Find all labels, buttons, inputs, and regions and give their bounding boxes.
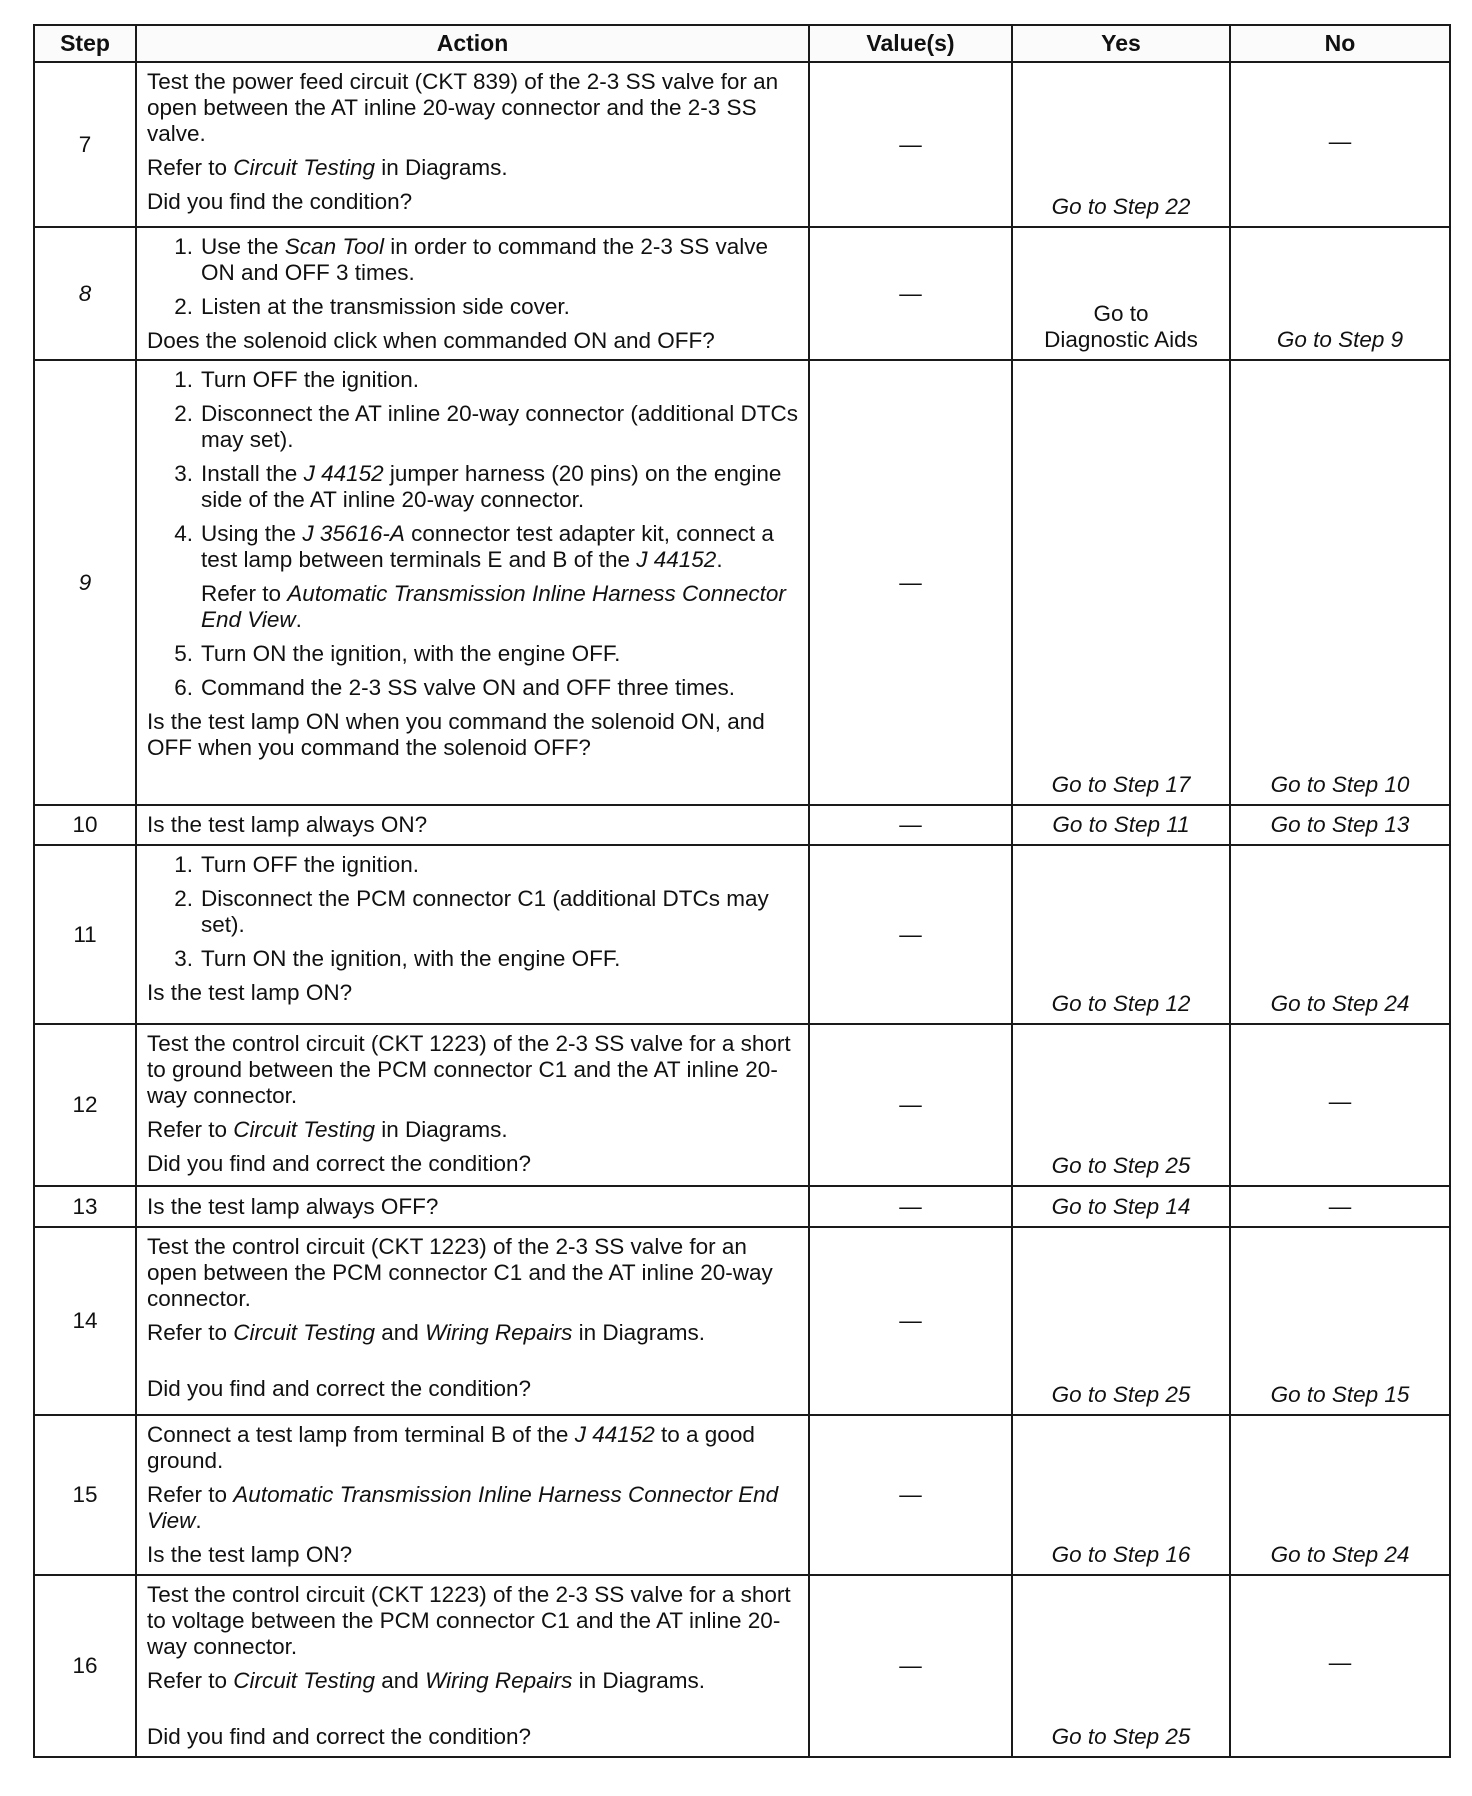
list-item: 5. Turn ON the ignition, with the engine OFF. — [174, 641, 621, 666]
action-cell — [136, 1024, 809, 1186]
action-cell — [136, 62, 809, 227]
yes-cell: Go to Step 14 — [1012, 1186, 1230, 1227]
step-number: 15 — [34, 1415, 136, 1575]
value-cell: — — [809, 845, 1012, 1024]
value-cell: — — [809, 227, 1012, 360]
action-cell — [136, 1227, 809, 1415]
action-cell — [136, 360, 809, 805]
no-cell: Go to Step 13 — [1230, 805, 1450, 845]
yes-cell: Go to Step 25 — [1012, 1024, 1230, 1186]
list-item: 3. Install the J 44152 jumper harness (20 pins) on the engine side of the AT inline 20-way connector. — [174, 461, 782, 512]
list-item: 2. Listen at the transmission side cover. — [174, 294, 570, 319]
step-number: 8 — [34, 227, 136, 360]
action-text: Test the control circuit (CKT 1223) of the 2-3 SS valve for a short to ground between the PCM connector C1 and the AT inline 20-way connector. — [147, 1031, 791, 1108]
action-question: Did you find and correct the condition? — [147, 1151, 531, 1176]
yes-cell: Go to Diagnostic Aids — [1012, 227, 1230, 360]
yes-cell: Go to Step 12 — [1012, 845, 1230, 1024]
action-question: Did you find and correct the condition? — [147, 1724, 531, 1749]
step-number: 13 — [34, 1186, 136, 1227]
list-item: 1. Use the Scan Tool in order to command the 2-3 SS valve ON and OFF 3 times. — [174, 234, 768, 285]
header-no: No — [1230, 25, 1450, 62]
table-row — [34, 845, 1450, 1024]
value-cell: — — [809, 1415, 1012, 1575]
step-number: 7 — [34, 62, 136, 227]
header-row — [34, 25, 1450, 62]
step-number: 16 — [34, 1575, 136, 1757]
no-cell: Go to Step 10 — [1230, 360, 1450, 805]
value-cell: — — [809, 360, 1012, 805]
list-item: 1. Turn OFF the ignition. — [174, 852, 420, 877]
action-refer: Refer to Circuit Testing in Diagrams. — [147, 155, 508, 180]
yes-cell: Go to Step 11 — [1012, 805, 1230, 845]
action-question: Is the test lamp always OFF? — [147, 1193, 439, 1219]
list-item: 4. Using the J 35616-A connector test adapter kit, connect a test lamp between terminals E and B of the J 44152. — [174, 521, 774, 572]
action-cell — [136, 1415, 809, 1575]
no-cell: — — [1230, 1575, 1450, 1757]
action-question: Is the test lamp always ON? — [147, 812, 428, 837]
action-text: Test the control circuit (CKT 1223) of the 2-3 SS valve for an open between the PCM connector C1 and the AT inline 20-way connector. — [147, 1234, 773, 1311]
action-cell — [136, 1186, 809, 1227]
action-question: Is the test lamp ON? — [147, 980, 353, 1005]
step-number: 9 — [34, 360, 136, 805]
no-cell: Go to Step 15 — [1230, 1227, 1450, 1415]
diagnostic-table — [33, 24, 1451, 1758]
yes-cell: Go to Step 16 — [1012, 1415, 1230, 1575]
action-refer: Refer to Automatic Transmission Inline Harness Connector End View. — [147, 1482, 779, 1533]
action-refer: Refer to Circuit Testing and Wiring Repairs in Diagrams. — [147, 1668, 705, 1693]
action-question: Does the solenoid click when commanded ON and OFF? — [147, 328, 715, 353]
table-row — [34, 1227, 1450, 1415]
action-text: Connect a test lamp from terminal B of the J 44152 to a good ground. — [147, 1422, 755, 1473]
action-cell — [136, 227, 809, 360]
no-cell: Go to Step 24 — [1230, 845, 1450, 1024]
no-cell: Go to Step 9 — [1230, 227, 1450, 360]
value-cell: — — [809, 1575, 1012, 1757]
yes-cell: Go to Step 22 — [1012, 62, 1230, 227]
table-row — [34, 227, 1450, 360]
value-cell: — — [809, 1186, 1012, 1227]
list-item: 2. Disconnect the PCM connector C1 (additional DTCs may set). — [174, 886, 769, 937]
no-cell: — — [1230, 1024, 1450, 1186]
table-row — [34, 1024, 1450, 1186]
list-item: 6. Command the 2-3 SS valve ON and OFF three times. — [174, 675, 735, 700]
action-question: Is the test lamp ON? — [147, 1542, 353, 1567]
step-number: 11 — [34, 845, 136, 1024]
table-row — [34, 805, 1450, 845]
action-text: Test the power feed circuit (CKT 839) of the 2-3 SS valve for an open between the AT inline 20-way connector and the 2-3 SS valve. — [147, 69, 779, 146]
value-cell: — — [809, 805, 1012, 845]
table-row — [34, 1575, 1450, 1757]
yes-cell: Go to Step 25 — [1012, 1575, 1230, 1757]
header-step: Step — [34, 25, 136, 62]
action-question: Is the test lamp ON when you command the solenoid ON, and OFF when you command the solenoid OFF? — [147, 709, 765, 760]
action-cell — [136, 1575, 809, 1757]
table-row — [34, 62, 1450, 227]
yes-cell: Go to Step 17 — [1012, 360, 1230, 805]
list-item: 3. Turn ON the ignition, with the engine OFF. — [174, 946, 621, 971]
header-values: Value(s) — [809, 25, 1012, 62]
action-refer: Refer to Circuit Testing and Wiring Repairs in Diagrams. — [147, 1320, 705, 1345]
step-number: 10 — [34, 805, 136, 845]
value-cell: — — [809, 1024, 1012, 1186]
action-refer: Refer to Circuit Testing in Diagrams. — [147, 1117, 508, 1142]
step-number: 12 — [34, 1024, 136, 1186]
action-cell — [136, 805, 809, 845]
yes-cell: Go to Step 25 — [1012, 1227, 1230, 1415]
table-row — [34, 1186, 1450, 1227]
table-row — [34, 1415, 1450, 1575]
action-text: Test the control circuit (CKT 1223) of the 2-3 SS valve for a short to voltage between the PCM connector C1 and the AT inline 20-way connector. — [147, 1582, 791, 1659]
no-cell: — — [1230, 62, 1450, 227]
no-cell: Go to Step 24 — [1230, 1415, 1450, 1575]
header-action: Action — [136, 25, 809, 62]
list-item: 1. Turn OFF the ignition. — [174, 367, 420, 392]
no-cell: — — [1230, 1186, 1450, 1227]
table-row — [34, 360, 1450, 805]
action-cell — [136, 845, 809, 1024]
step-number: 14 — [34, 1227, 136, 1415]
action-question: Did you find and correct the condition? — [147, 1376, 531, 1401]
value-cell: — — [809, 1227, 1012, 1415]
action-question: Did you find the condition? — [147, 189, 413, 214]
header-yes: Yes — [1012, 25, 1230, 62]
value-cell: — — [809, 62, 1012, 227]
list-item-note: Refer to Automatic Transmission Inline Harness Connector End View. — [201, 581, 786, 632]
list-item: 2. Disconnect the AT inline 20-way connector (additional DTCs may set). — [174, 401, 798, 452]
